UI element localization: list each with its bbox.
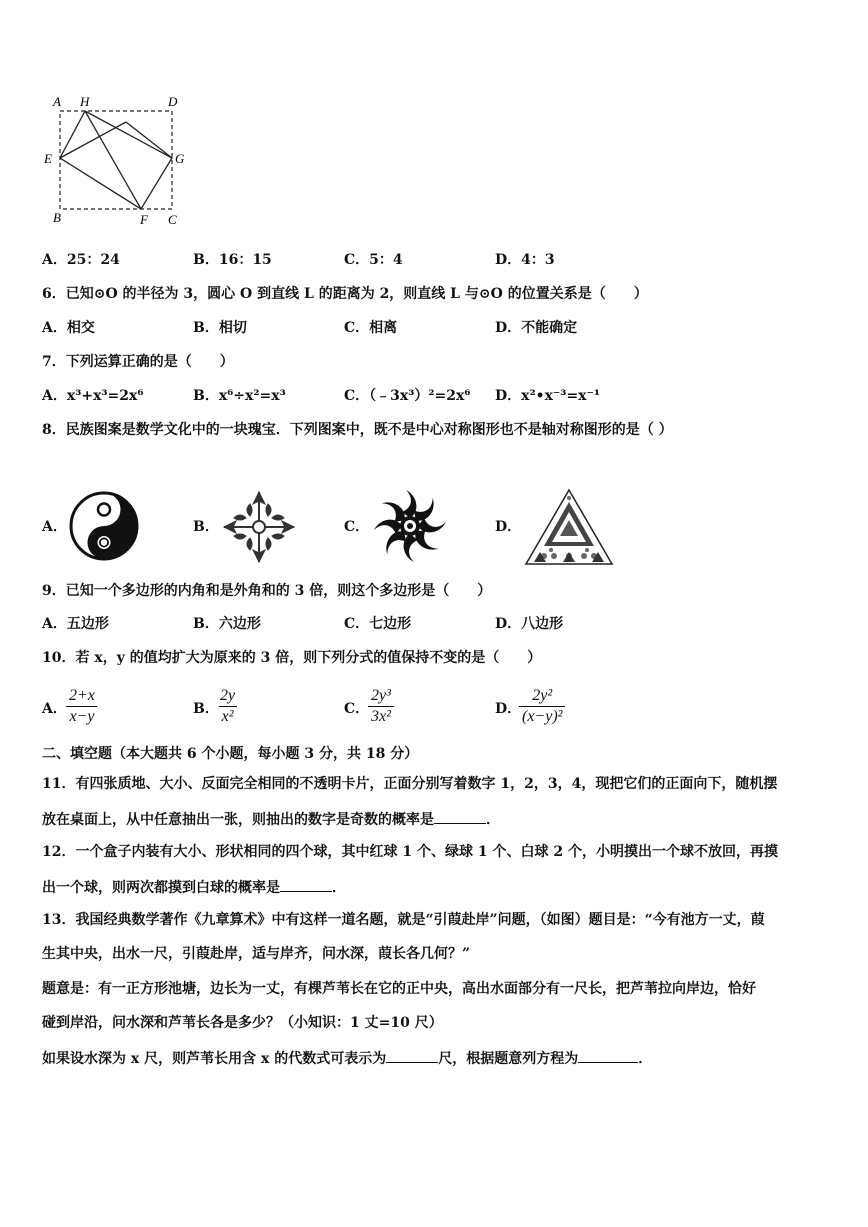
q13-line-4: 碰到岸沿，问水深和芦苇长各是多少？（小知识：1 丈=10 尺）	[42, 1015, 443, 1031]
q6-option-b: B．相切	[193, 320, 247, 336]
q8-option-c: C．	[344, 519, 370, 535]
q5-option-c: C．5：4	[344, 252, 403, 268]
q13-answer-blank-2[interactable]	[578, 1048, 638, 1063]
fraction-numerator: 2y³	[371, 687, 391, 704]
q13-text-a: 如果设水深为 x 尺，则芦苇长用含 x 的代数式可表示为	[42, 1051, 387, 1067]
q13-line-5	[42, 1048, 652, 1068]
q10-option-b-fraction	[217, 686, 238, 727]
q8-option-d: D．	[495, 519, 522, 535]
fraction-numerator: 2+x	[69, 687, 95, 704]
q10-stem: 10．若 x，y 的值均扩大为原来的 3 倍，则下列分式的值保持不变的是（ ）	[42, 650, 542, 666]
q7-option-a: A．x³+x³=2x⁶	[42, 388, 144, 404]
yin-yang-icon	[68, 490, 140, 562]
q7-stem: 7．下列运算正确的是（ ）	[42, 354, 234, 370]
q9-option-d: D．八边形	[495, 616, 564, 632]
label-H: H	[80, 94, 90, 109]
fraction-numerator: 2y²	[532, 687, 553, 704]
q12-answer-blank[interactable]	[280, 877, 332, 892]
fraction-denominator: x−y	[66, 706, 97, 727]
q11-text: 放在桌面上，从中任意抽出一张，则抽出的数字是奇数的概率是	[42, 812, 434, 828]
q13-line-3: 题意是：有一正方形池塘，边长为一丈，有棵芦苇长在它的正中央，高出水面部分有一尺长，把芦苇拉向岸边，恰好	[42, 981, 756, 997]
q5-option-d: D．4：3	[495, 252, 555, 268]
q13-answer-blank-1[interactable]	[386, 1048, 438, 1063]
q8-option-a: A．	[42, 519, 67, 535]
q10-option-c-fraction	[368, 686, 394, 727]
q12-line-1: 12．一个盒子内装有大小、形状相同的四个球，其中红球 1 个、绿球 1 个、白球 2 个，小明摸出一个球不放回，再摸	[42, 844, 778, 860]
q6-option-d: D．不能确定	[495, 320, 578, 336]
q13-line-1: 13．我国经典数学著作《九章算术》中有这样一道名题，就是“引葭赴岸”问题，（如图）题目是：“今有池方一丈，葭	[42, 912, 765, 928]
q10-option-b-letter: B．	[193, 701, 219, 717]
fraction-numerator: 2y	[220, 687, 236, 704]
label-A: A	[53, 94, 61, 109]
q13-text-b: 尺，根据题意列方程为	[438, 1051, 579, 1067]
label-G: G	[175, 151, 185, 166]
label-D: D	[168, 94, 178, 109]
q11-answer-blank[interactable]	[434, 809, 486, 824]
q6-option-c: C．相离	[344, 320, 398, 336]
q9-stem: 9．已知一个多边形的内角和是外角和的 3 倍，则这个多边形是（ ）	[42, 583, 492, 599]
q7-option-d: D．x²•x⁻³=x⁻¹	[495, 388, 601, 404]
q10-option-d-letter: D．	[495, 701, 522, 717]
pinwheel-flower-icon	[370, 486, 450, 566]
q6-option-a: A．相交	[42, 320, 95, 336]
q9-option-b: B．六边形	[193, 616, 261, 632]
q5-option-a: A．25：24	[42, 252, 120, 268]
q12-period: ．	[332, 880, 346, 896]
q10-option-d-fraction	[519, 686, 565, 727]
q10-option-a-fraction	[66, 686, 98, 727]
q11-line-2	[42, 809, 500, 829]
section-heading: 二、填空题（本大题共 6 个小题，每小题 3 分，共 18 分）	[42, 746, 419, 762]
label-E: E	[44, 151, 52, 166]
q6-stem: 6．已知⊙O 的半径为 3，圆心 O 到直线 L 的距离为 2，则直线 L 与⊙O 的位置关系是（ ）	[42, 286, 648, 302]
q8-stem: 8．民族图案是数学文化中的一块瑰宝．下列图案中，既不是中心对称图形也不是轴对称图形的是（ ）	[42, 422, 673, 438]
q7-option-b: B．x⁶÷x²=x³	[193, 388, 286, 404]
label-F: F	[140, 212, 148, 227]
label-B: B	[53, 210, 61, 225]
q10-option-a-letter: A．	[42, 701, 67, 717]
q9-option-a: A．五边形	[42, 616, 109, 632]
q12-line-2	[42, 877, 346, 897]
q11-period: ．	[486, 812, 500, 828]
fraction-denominator: (x−y)²	[519, 706, 565, 727]
rectangle-fold-figure	[38, 90, 198, 230]
sierpinski-triangle-icon	[524, 488, 614, 566]
q11-line-1: 11．有四张质地、大小、反面完全相同的不透明卡片，正面分别写着数字 1，2，3，4，现把它们的正面向下，随机摆	[42, 776, 778, 792]
q12-text: 出一个球，则两次都摸到白球的概率是	[42, 880, 280, 896]
q7-option-c: C．（﹣3x³）²=2x⁶	[344, 388, 471, 404]
fraction-denominator: x²	[219, 706, 237, 727]
q8-option-b: B．	[193, 519, 219, 535]
label-C: C	[168, 212, 177, 227]
fraction-denominator: 3x²	[368, 706, 394, 727]
q13-line-2: 生其中央，出水一尺，引葭赴岸，适与岸齐，问水深，葭长各几何？”	[42, 946, 471, 962]
q10-option-c-letter: C．	[344, 701, 370, 717]
q13-period: ．	[638, 1051, 653, 1067]
q5-option-b: B．16：15	[193, 252, 272, 268]
q9-option-c: C．七边形	[344, 616, 412, 632]
four-arrow-floral-icon	[220, 490, 298, 564]
